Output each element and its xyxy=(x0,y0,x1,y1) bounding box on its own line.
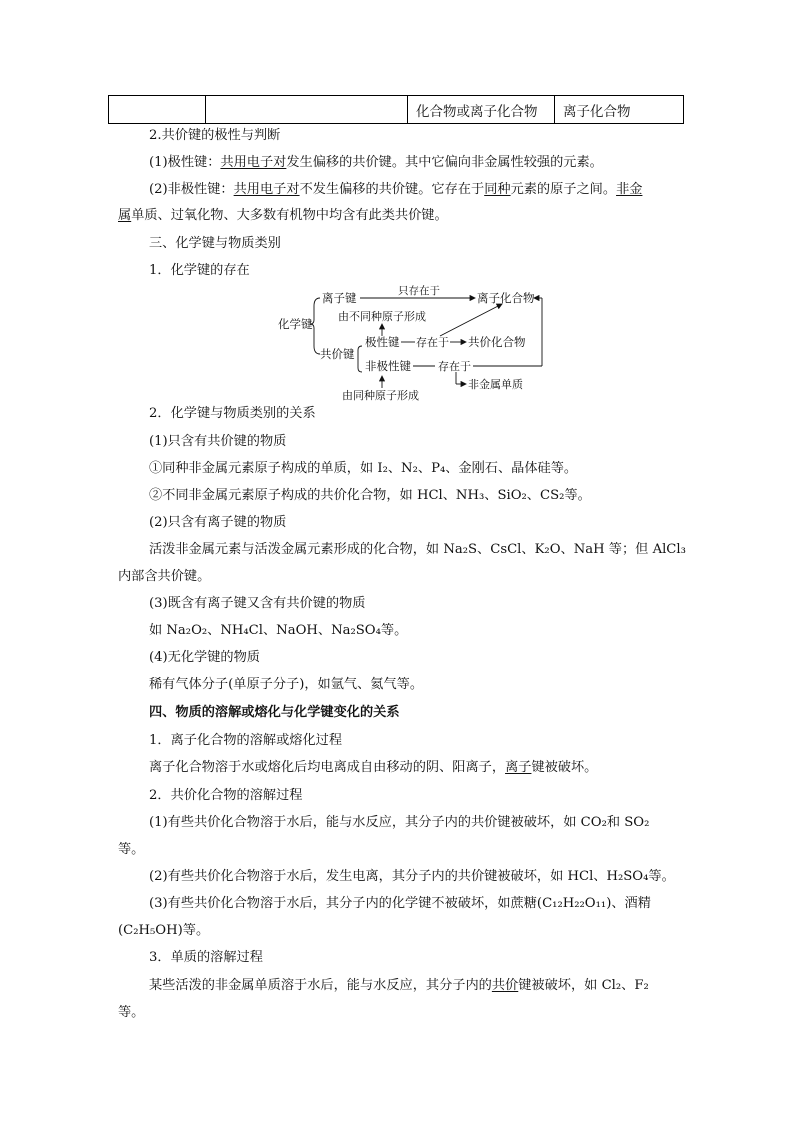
paragraph: (3)既含有离子键又含有共价键的物质 xyxy=(149,596,366,611)
paragraph: 等。 xyxy=(118,842,145,857)
subsection-heading: 1．离子化合物的溶解或熔化过程 xyxy=(149,733,343,748)
ionic-note: 由不同种原子形成 xyxy=(338,310,426,323)
paragraph: (2)只含有离子键的物质 xyxy=(149,515,287,530)
root-label: 化学键 xyxy=(278,317,313,331)
table-cell: 离子化合物 xyxy=(555,96,684,124)
polar-bond-definition xyxy=(149,154,603,172)
nonpolar-bond-label: 非极性键 xyxy=(365,359,411,373)
underlined-term: 共用电子对 xyxy=(233,182,300,197)
summary-table xyxy=(108,95,684,124)
text: 某些活泼的非金属单质溶于水后，能与水反应，其分子内的 xyxy=(149,978,492,993)
label: (1)极性键： xyxy=(149,155,221,170)
table-cell xyxy=(109,96,206,124)
paragraph: 等。 xyxy=(118,1005,145,1020)
chemical-bond-diagram xyxy=(270,284,560,402)
paragraph xyxy=(149,977,649,995)
paragraph: ②不同非金属元素原子构成的共价化合物，如 HCl、NH₃、SiO₂、CS₂等。 xyxy=(149,488,591,503)
ionic-compound-label: 离子化合物 xyxy=(477,291,535,305)
ionic-bond-label: 离子键 xyxy=(322,291,357,305)
nonpolar-bond-definition xyxy=(149,181,642,199)
underlined-term: 属 xyxy=(118,208,132,223)
underlined-term: 离子 xyxy=(505,760,532,775)
arrow-label: 只存在于 xyxy=(398,285,440,297)
nonpolar-bond-definition-cont xyxy=(118,207,448,225)
arrow-label: 存在于 xyxy=(416,336,449,349)
paragraph: ①同种非金属元素原子构成的单质，如 I₂、N₂、P₄、金刚石、晶体硅等。 xyxy=(149,461,578,476)
paragraph: (1)有些共价化合物溶于水后，能与水反应，其分子内的共价键被破坏，如 CO₂和 SO₂ xyxy=(149,815,650,830)
paragraph xyxy=(149,759,597,777)
covalent-bond-label: 共价键 xyxy=(320,347,355,361)
paragraph: 稀有气体分子(单原子分子)，如氩气、氦气等。 xyxy=(149,677,424,692)
text: 不发生偏移的共价键。它存在于 xyxy=(299,182,485,197)
paragraph: (1)只含有共价键的物质 xyxy=(149,434,287,449)
arrow-label: 存在于 xyxy=(438,360,471,373)
section-heading: 四、物质的溶解或熔化与化学键变化的关系 xyxy=(149,705,400,720)
text: 键被破坏，如 Cl₂、F₂ xyxy=(518,978,649,993)
text: 单质、过氧化物、大多数有机物中均含有此类共价键。 xyxy=(131,208,448,223)
table-cell xyxy=(206,96,408,124)
text: 元素的原子之间。 xyxy=(510,182,617,197)
nonmetal-label: 非金属单质 xyxy=(468,378,523,391)
underlined-term: 非金 xyxy=(616,182,643,197)
paragraph: (C₂H₅OH)等。 xyxy=(118,923,210,938)
text: 发生偏移的共价键。其中它偏向非金属性较强的元素。 xyxy=(286,155,603,170)
paragraph: (3)有些共价化合物溶于水后，其分子内的化学键不被破坏，如蔗糖(C₁₂H₂₂O₁₁)、酒精 xyxy=(149,896,651,911)
underlined-term: 同种 xyxy=(484,182,511,197)
label: (2)非极性键： xyxy=(149,182,234,197)
table-row xyxy=(109,96,684,124)
paragraph: 如 Na₂O₂、NH₄Cl、NaOH、Na₂SO₄等。 xyxy=(149,623,408,638)
text: 键被破坏。 xyxy=(531,760,598,775)
subsection-heading: 2．化学键与物质类别的关系 xyxy=(149,406,316,421)
paragraph: 活泼非金属元素与活泼金属元素形成的化合物，如 Na₂S、CsCl、K₂O、NaH 等；但 AlCl₃ xyxy=(149,542,686,557)
paragraph: 内部含共价键。 xyxy=(118,569,211,584)
subsection-heading: 2．共价化合物的溶解过程 xyxy=(149,788,303,803)
underlined-term: 共价 xyxy=(491,978,519,993)
paragraph: (4)无化学键的物质 xyxy=(149,650,260,665)
section-heading: 三、化学键与物质类别 xyxy=(149,236,281,251)
covalent-compound-label: 共价化合物 xyxy=(468,335,526,349)
polar-bond-label: 极性键 xyxy=(365,335,400,349)
section-heading: 2.共价键的极性与判断 xyxy=(149,128,281,143)
subsection-heading: 1．化学键的存在 xyxy=(149,263,250,278)
underlined-term: 共用电子对 xyxy=(220,155,287,170)
nonpolar-note: 由同种原子形成 xyxy=(342,389,419,402)
subsection-heading: 3．单质的溶解过程 xyxy=(149,950,263,965)
paragraph: (2)有些共价化合物溶于水后，发生电离，其分子内的共价键被破坏，如 HCl、H₂SO₄等。 xyxy=(149,869,675,884)
text: 离子化合物溶于水或熔化后均电离成自由移动的阴、阳离子， xyxy=(149,760,506,775)
table-cell: 化合物或离子化合物 xyxy=(408,96,555,124)
